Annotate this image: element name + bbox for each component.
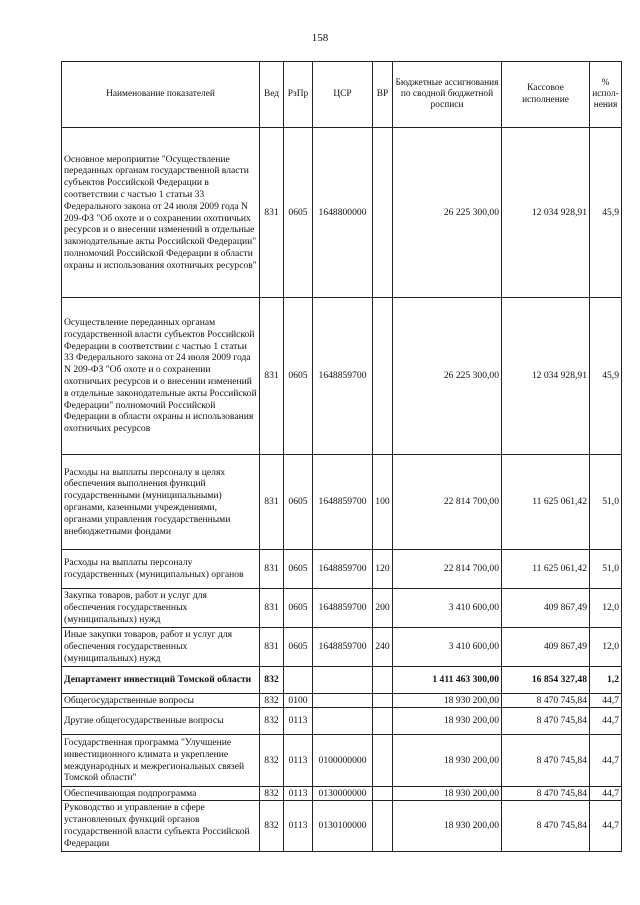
row-rzpr: 0100 <box>284 694 313 708</box>
row-name: Другие общегосударственные вопросы <box>62 708 260 735</box>
row-percent: 1,2 <box>590 667 622 694</box>
row-ved: 831 <box>260 550 284 589</box>
row-csr: 1648859700 <box>313 298 373 455</box>
table-row <box>62 694 622 708</box>
row-csr <box>313 667 373 694</box>
row-percent: 51,0 <box>590 550 622 589</box>
row-vr: 100 <box>373 455 393 550</box>
row-cash: 8 470 745,84 <box>502 735 590 787</box>
row-name: Руководство и управление в сфере установленных функций органов государственной власти субъекта Российской Федерации <box>62 801 260 852</box>
row-csr: 0130000000 <box>313 787 373 801</box>
table-row <box>62 801 622 852</box>
row-vr <box>373 735 393 787</box>
row-vr <box>373 667 393 694</box>
table-row <box>62 589 622 628</box>
row-vr: 200 <box>373 589 393 628</box>
row-rzpr: 0605 <box>284 128 313 298</box>
row-percent: 51,0 <box>590 455 622 550</box>
row-ved: 831 <box>260 128 284 298</box>
row-rzpr: 0605 <box>284 589 313 628</box>
row-rzpr: 0113 <box>284 708 313 735</box>
row-ved: 831 <box>260 298 284 455</box>
table-row <box>62 128 622 298</box>
row-ved: 831 <box>260 455 284 550</box>
row-cash: 12 034 928,91 <box>502 298 590 455</box>
header-name: Наименование показателей <box>62 62 260 128</box>
table-header-row <box>62 62 622 128</box>
row-rzpr <box>284 667 313 694</box>
page-number: 158 <box>311 32 329 44</box>
row-ved: 831 <box>260 589 284 628</box>
row-rzpr: 0113 <box>284 801 313 852</box>
row-budget: 26 225 300,00 <box>393 128 502 298</box>
table-row <box>62 667 622 694</box>
row-budget: 26 225 300,00 <box>393 298 502 455</box>
header-percent: % испол-нения <box>590 62 622 128</box>
row-name: Обеспечивающая подпрограмма <box>62 787 260 801</box>
row-vr: 240 <box>373 628 393 667</box>
row-percent: 12,0 <box>590 628 622 667</box>
row-cash: 12 034 928,91 <box>502 128 590 298</box>
row-cash: 8 470 745,84 <box>502 801 590 852</box>
row-ved: 832 <box>260 694 284 708</box>
header-csr: ЦСР <box>313 62 373 128</box>
row-ved: 832 <box>260 708 284 735</box>
header-cash: Кассовое исполнение <box>502 62 590 128</box>
table-row <box>62 708 622 735</box>
row-cash: 8 470 745,84 <box>502 787 590 801</box>
budget-execution-table <box>61 61 622 852</box>
row-vr <box>373 787 393 801</box>
row-budget: 3 410 600,00 <box>393 628 502 667</box>
row-ved: 832 <box>260 801 284 852</box>
row-name: Основное мероприятие "Осуществление переданных органам государственной власти субъектов Российской Федерации в соответствии с частью 1 статьи 33 Федерального закона от 24 июля 2009 года N 209-ФЗ "Об охоте и о сохранении охотничьих ресурсов и о внесении изменений в отдельные законодательные акты Российской Федерации" полномочий Российской Федерации в области охраны и использования охотничьих ресурсов" <box>62 128 260 298</box>
table-row <box>62 550 622 589</box>
row-name: Закупка товаров, работ и услуг для обеспечения государственных (муниципальных) нужд <box>62 589 260 628</box>
row-percent: 45,9 <box>590 298 622 455</box>
row-cash: 11 625 061,42 <box>502 455 590 550</box>
table-row <box>62 455 622 550</box>
row-vr <box>373 128 393 298</box>
row-rzpr: 0605 <box>284 628 313 667</box>
row-vr <box>373 801 393 852</box>
row-rzpr: 0113 <box>284 787 313 801</box>
row-percent: 44,7 <box>590 694 622 708</box>
row-budget: 18 930 200,00 <box>393 708 502 735</box>
row-name: Расходы на выплаты персоналу государственных (муниципальных) органов <box>62 550 260 589</box>
table-row <box>62 787 622 801</box>
header-rzpr: РзПр <box>284 62 313 128</box>
row-name: Общегосударственные вопросы <box>62 694 260 708</box>
row-cash: 8 470 745,84 <box>502 708 590 735</box>
row-percent: 44,7 <box>590 735 622 787</box>
row-csr: 0130100000 <box>313 801 373 852</box>
row-budget: 3 410 600,00 <box>393 589 502 628</box>
row-cash: 409 867,49 <box>502 628 590 667</box>
row-vr <box>373 708 393 735</box>
row-ved: 831 <box>260 628 284 667</box>
row-csr: 1648859700 <box>313 550 373 589</box>
row-percent: 45,9 <box>590 128 622 298</box>
row-budget: 18 930 200,00 <box>393 735 502 787</box>
row-csr: 1648859700 <box>313 455 373 550</box>
row-budget: 18 930 200,00 <box>393 801 502 852</box>
row-csr: 1648859700 <box>313 628 373 667</box>
row-percent: 44,7 <box>590 801 622 852</box>
row-budget: 22 814 700,00 <box>393 455 502 550</box>
row-budget: 22 814 700,00 <box>393 550 502 589</box>
row-name: Расходы на выплаты персоналу в целях обеспечения выполнения функций государственными (муниципальными) органами, казенными учреждениями, органами управления государственными внебюджетными фондами <box>62 455 260 550</box>
row-cash: 16 854 327,48 <box>502 667 590 694</box>
table-row <box>62 298 622 455</box>
row-name: Осуществление переданных органам государственной власти субъектов Российской Федерации в соответствии с частью 1 статьи 33 Федерального закона от 24 июля 2009 года N 209-ФЗ "Об охоте и о сохранении охотничьих ресурсов и о внесении изменений в отдельные законодательные акты Российской Федерации" полномочий Российской Федерации в области охраны и использования охотничьих ресурсов <box>62 298 260 455</box>
header-vr: ВР <box>373 62 393 128</box>
row-budget: 18 930 200,00 <box>393 787 502 801</box>
row-cash: 409 867,49 <box>502 589 590 628</box>
header-budget: Бюджетные ассигнования по сводной бюджетной росписи <box>393 62 502 128</box>
row-cash: 11 625 061,42 <box>502 550 590 589</box>
row-budget: 18 930 200,00 <box>393 694 502 708</box>
row-cash: 8 470 745,84 <box>502 694 590 708</box>
row-csr: 1648859700 <box>313 589 373 628</box>
header-ved: Вед <box>260 62 284 128</box>
row-rzpr: 0113 <box>284 735 313 787</box>
row-vr: 120 <box>373 550 393 589</box>
row-rzpr: 0605 <box>284 550 313 589</box>
row-ved: 832 <box>260 667 284 694</box>
row-percent: 12,0 <box>590 589 622 628</box>
row-vr <box>373 694 393 708</box>
row-csr: 1648800000 <box>313 128 373 298</box>
row-rzpr: 0605 <box>284 455 313 550</box>
row-percent: 44,7 <box>590 708 622 735</box>
row-budget: 1 411 463 300,00 <box>393 667 502 694</box>
row-name: Департамент инвестиций Томской области <box>62 667 260 694</box>
row-ved: 832 <box>260 787 284 801</box>
table-row <box>62 735 622 787</box>
row-rzpr: 0605 <box>284 298 313 455</box>
row-name: Государственная программа "Улучшение инвестиционного климата и укрепление международных и межрегиональных связей Томской области" <box>62 735 260 787</box>
row-csr <box>313 708 373 735</box>
row-ved: 832 <box>260 735 284 787</box>
row-vr <box>373 298 393 455</box>
table-row <box>62 628 622 667</box>
row-csr <box>313 694 373 708</box>
row-name: Иные закупки товаров, работ и услуг для обеспечения государственных (муниципальных) нужд <box>62 628 260 667</box>
row-csr: 0100000000 <box>313 735 373 787</box>
row-percent: 44,7 <box>590 787 622 801</box>
